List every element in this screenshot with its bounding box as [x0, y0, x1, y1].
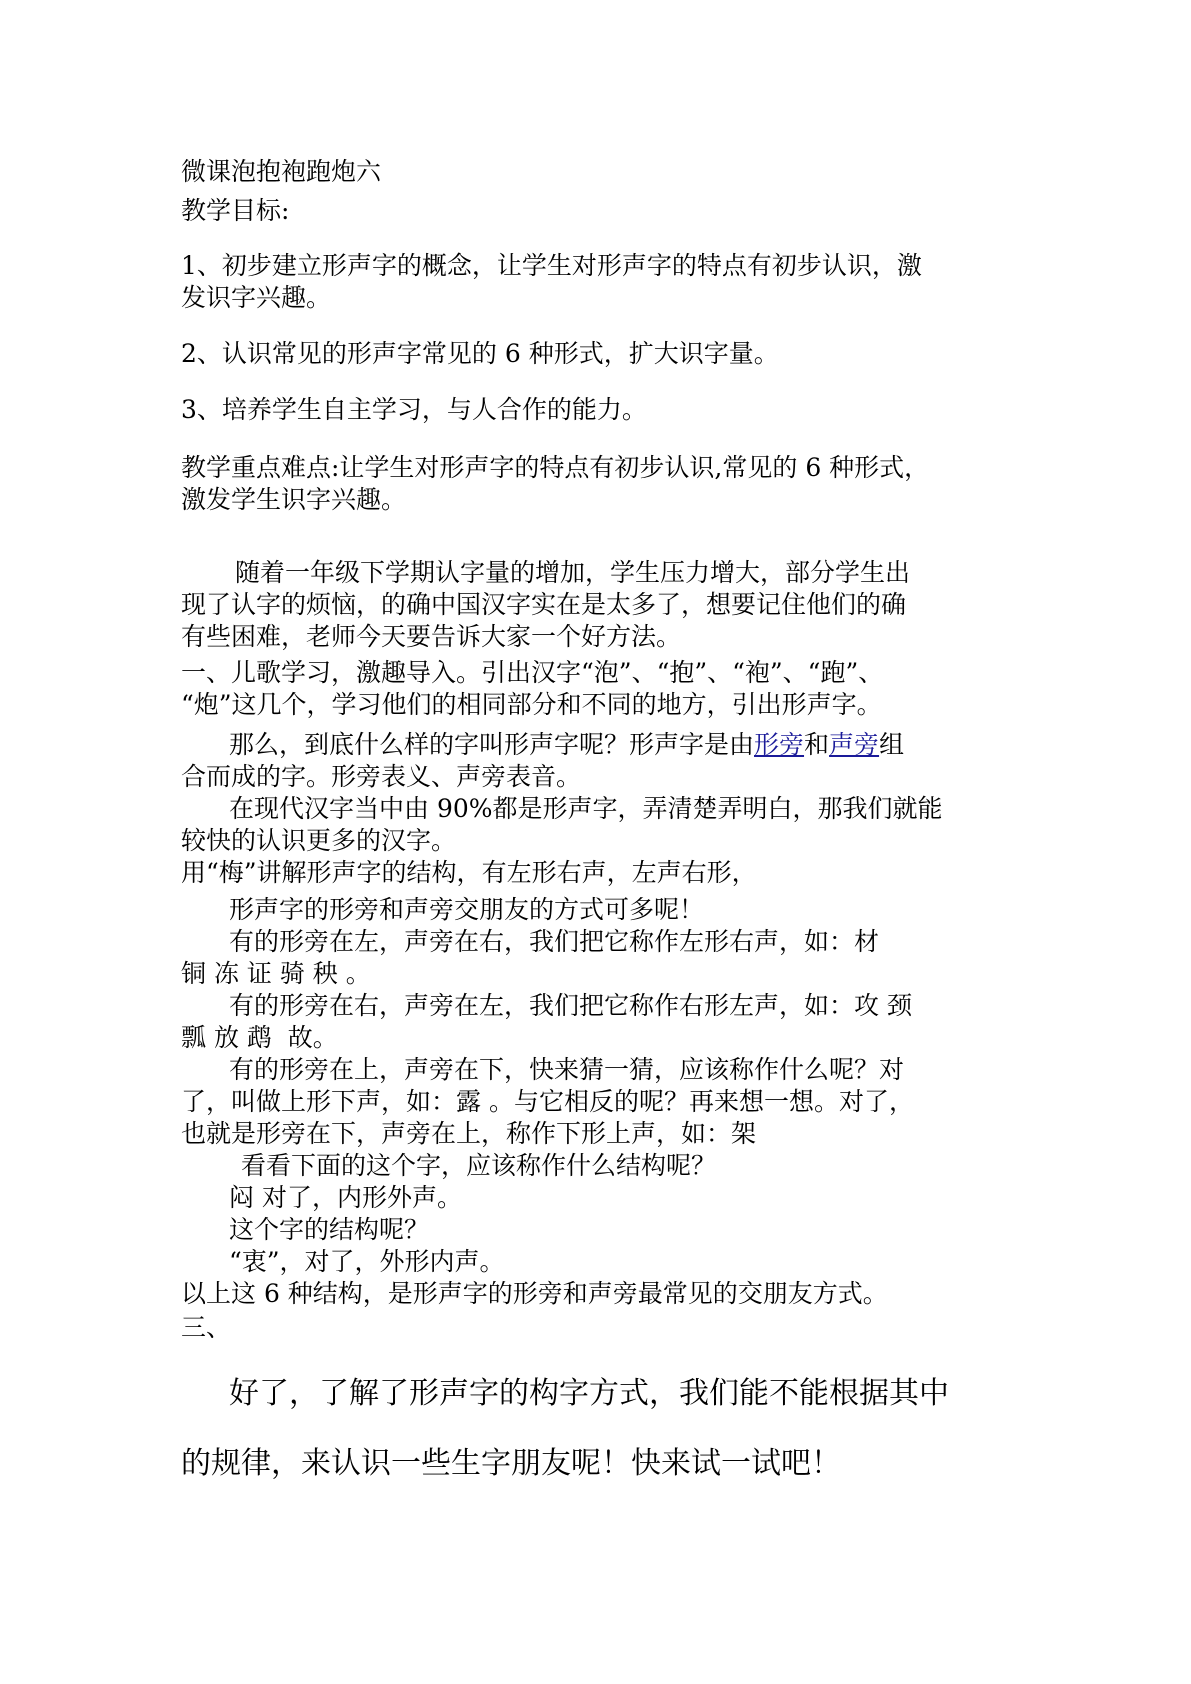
- definition-line-2: 合而成的字。形旁表义、声旁表音。: [181, 762, 582, 791]
- key-points-line-2: 激发学生识字兴趣。: [181, 485, 407, 514]
- intro-line-2: 现了认字的烦恼，的确中国汉字实在是太多了，想要记住他们的确: [181, 590, 907, 619]
- top-form-line-3: 也就是形旁在下，声旁在上，称作下形上声，如：架: [181, 1119, 757, 1148]
- section-1-line-2: “炮”这几个，学习他们的相同部分和不同的地方，引出形声字。: [181, 690, 882, 719]
- structures-intro: 形声字的形旁和声旁交朋友的方式可多呢！: [229, 895, 705, 924]
- section-1-line-1: 一、儿歌学习，激趣导入。引出汉字“泡”、“抱”、“袍”、“跑”、: [181, 658, 884, 687]
- definition-text-pre: 那么，到底什么样的字叫形声字呢？形声字是由: [229, 730, 755, 759]
- objectives-heading: 教学目标:: [181, 196, 290, 225]
- document-title: 微课泡抱袍跑炮六: [181, 157, 382, 186]
- percent-line-2: 较快的认识更多的汉字。: [181, 826, 457, 855]
- outer-form-answer: “衷”，对了，外形内声。: [229, 1247, 505, 1276]
- inner-form-answer: 闷 对了，内形外声。: [229, 1183, 462, 1212]
- left-form-right-sound-line-2: 铜 冻 证 骑 秧 。: [181, 959, 371, 988]
- objective-1-line-2: 发识字兴趣。: [181, 283, 332, 312]
- objective-2: 2、认识常见的形声字常见的 6 种形式，扩大识字量。: [181, 339, 779, 368]
- objective-1-line-1: 1、初步建立形声字的概念，让学生对形声字的特点有初步认识，激: [181, 251, 922, 280]
- inner-form-question: 看看下面的这个字，应该称作什么结构呢？: [241, 1151, 717, 1180]
- right-form-left-sound-line-1: 有的形旁在右，声旁在左，我们把它称作右形左声，如：攻 颈: [229, 991, 912, 1020]
- key-points-line-1: 教学重点难点:让学生对形声字的特点有初步认识,常见的 6 种形式，: [181, 453, 930, 482]
- intro-line-1: 随着一年级下学期认字量的增加，学生压力增大，部分学生出: [235, 558, 911, 587]
- xingpang-link[interactable]: 形旁: [754, 730, 805, 759]
- percent-line-1: 在现代汉字当中由 90%都是形声字，弄清楚弄明白，那我们就能: [229, 794, 943, 823]
- section-3-heading: 三、: [181, 1313, 232, 1342]
- right-form-left-sound-line-2: 瓢 放 鹉 故。: [181, 1023, 338, 1052]
- left-form-right-sound-line-1: 有的形旁在左，声旁在右，我们把它称作左形右声，如：材: [229, 927, 880, 956]
- top-form-line-2: 了，叫做上形下声，如：露 。与它相反的呢？再来想一想。对了，: [181, 1087, 914, 1116]
- structures-summary: 以上这 6 种结构，是形声字的形旁和声旁最常见的交朋友方式。: [181, 1279, 888, 1308]
- objective-3: 3、培养学生自主学习，与人合作的能力。: [181, 395, 647, 424]
- definition-text-mid: 和: [804, 730, 830, 759]
- closing-line-1: 好了，了解了形声字的构字方式，我们能不能根据其中: [229, 1376, 949, 1411]
- mei-example-line: 用“梅”讲解形声字的结构，有左形右声，左声右形，: [181, 858, 757, 887]
- top-form-line-1: 有的形旁在上，声旁在下，快来猜一猜，应该称作什么呢？对: [229, 1055, 905, 1084]
- definition-line-1: [229, 730, 904, 760]
- outer-form-question: 这个字的结构呢？: [229, 1215, 430, 1244]
- intro-line-3: 有些困难，老师今天要告诉大家一个好方法。: [181, 622, 682, 651]
- closing-line-2: 的规律，来认识一些生字朋友呢！快来试一试吧！: [181, 1446, 841, 1481]
- shengpang-link[interactable]: 声旁: [829, 730, 880, 759]
- definition-text-post: 组: [879, 730, 905, 759]
